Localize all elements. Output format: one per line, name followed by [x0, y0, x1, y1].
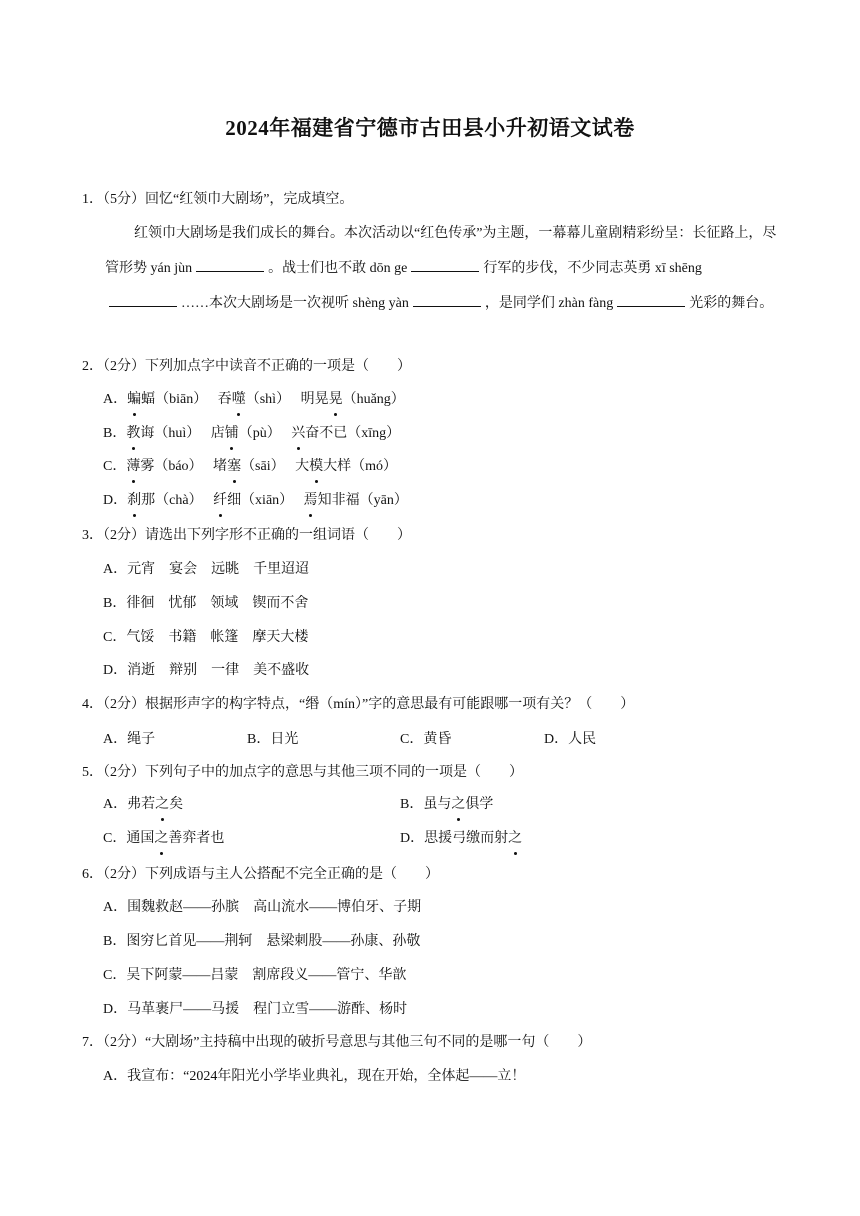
q1-blank-4[interactable]: [413, 292, 481, 307]
dotted-char: 焉: [304, 491, 318, 511]
option-text: （pù）: [238, 426, 292, 441]
option-text: 知非福（yān）: [317, 493, 408, 508]
q6-option-b[interactable]: B．图穷匕首见——荆轲 悬梁刺股——孙康、孙敬: [103, 934, 421, 949]
dotted-char: 蝙: [127, 390, 141, 410]
q6-option-d[interactable]: D．马革裹尸——马援 程门立雪——游酢、杨时: [103, 1002, 408, 1017]
q4-option-d[interactable]: D．人民: [544, 732, 597, 747]
option-text: （shì） 明晃: [245, 392, 329, 407]
q4-option-b[interactable]: B．日光: [247, 732, 299, 747]
q1-blank-3[interactable]: [109, 292, 177, 307]
q2-option-b[interactable]: [103, 424, 400, 444]
q6-option-a[interactable]: A．围魏救赵——孙膑 高山流水——博伯牙、子期: [103, 900, 422, 915]
q6-option-c[interactable]: C．吴下阿蒙——吕蒙 割席段义——管宁、华歆: [103, 968, 407, 983]
question-4-stem: 4．（2分）根据形声字的构字特点，“缗（mín）”字的意思最有可能跟哪一项有关？（ ）: [82, 697, 635, 712]
option-text: A．弗若: [103, 797, 156, 812]
q2-option-c[interactable]: [103, 457, 397, 477]
dotted-char: 兴: [291, 424, 305, 444]
dotted-char: 晃: [329, 390, 343, 410]
option-text: 俱学: [465, 797, 494, 812]
question-1-stem: 1．（5分）回忆“红领巾大剧场”，完成填空。: [82, 192, 354, 207]
option-text: 那（chà）: [141, 493, 214, 508]
option-text: （huǎng）: [342, 392, 405, 407]
q3-option-d[interactable]: D．消逝 辩别 一律 美不盛收: [103, 663, 310, 678]
option-text: D．思援弓缴而射: [400, 831, 509, 846]
q1-text-4: ……本次大剧场是一次视听 shèng yàn: [181, 296, 409, 311]
dotted-char: 噬: [232, 390, 246, 410]
question-1-paragraph: [105, 216, 777, 321]
dotted-char: 模: [309, 457, 323, 477]
q1-text-2: 。战士们也不敢 dōn ge: [268, 261, 408, 276]
option-text: （sāi） 大: [241, 459, 310, 474]
dotted-char: 刹: [127, 491, 141, 511]
option-label: A．: [103, 392, 128, 407]
q3-option-b[interactable]: B．徘徊 忧郁 领域 锲而不舍: [103, 596, 309, 611]
dotted-char: 纤: [213, 491, 227, 511]
question-6-stem: 6．（2分）下列成语与主人公搭配不完全正确的是（ ）: [82, 867, 439, 882]
q5-option-d[interactable]: [400, 829, 522, 849]
q4-option-c[interactable]: C．黄昏: [400, 732, 452, 747]
option-text: 善弈者也: [168, 831, 225, 846]
q5-option-a[interactable]: [103, 795, 183, 815]
dotted-char: 之: [508, 829, 522, 849]
dotted-char: 之: [154, 829, 168, 849]
option-text: 蝠（biān） 吞: [141, 392, 232, 407]
dotted-char: 塞: [227, 457, 241, 477]
question-5-stem: 5．（2分）下列句子中的加点字的意思与其他三项不同的一项是（ ）: [82, 765, 523, 780]
dotted-char: 之: [451, 795, 465, 815]
page-title: 2024年福建省宁德市古田县小升初语文试卷: [225, 116, 635, 140]
dotted-char: 之: [155, 795, 169, 815]
q4-option-a[interactable]: A．绳子: [103, 732, 156, 747]
dotted-char: 铺: [225, 424, 239, 444]
option-text: C．通国: [103, 831, 155, 846]
q1-text-3: 行军的步伐，不少同志英勇 xī shēng: [483, 261, 702, 276]
q1-blank-5[interactable]: [617, 292, 685, 307]
dotted-char: 教: [126, 424, 140, 444]
option-label: C．: [103, 459, 127, 474]
q2-option-d[interactable]: [103, 491, 408, 511]
option-label: B．: [103, 426, 127, 441]
q2-option-a[interactable]: [103, 390, 405, 410]
option-text: 奋不已（xīng）: [305, 426, 401, 441]
q1-blank-1[interactable]: [196, 257, 264, 272]
q7-option-a[interactable]: A．我宣布：“2024年阳光小学毕业典礼，现在开始，全体起——立！: [103, 1069, 526, 1084]
q1-text-5: ，是同学们 zhàn fàng: [484, 296, 614, 311]
q3-option-a[interactable]: A．元宵 宴会 远眺 千里迢迢: [103, 562, 310, 577]
question-2-stem: 2．（2分）下列加点字中读音不正确的一项是（ ）: [82, 359, 411, 374]
dotted-char: 薄: [126, 457, 140, 477]
q1-blank-2[interactable]: [411, 257, 479, 272]
option-text: 大样（mó）: [323, 459, 398, 474]
option-text: 雾（báo） 堵: [140, 459, 228, 474]
option-label: D．: [103, 493, 128, 508]
q3-option-c[interactable]: C．气馁 书籍 帐篷 摩天大楼: [103, 630, 309, 645]
question-3-stem: 3．（2分）请选出下列字形不正确的一组词语（ ）: [82, 528, 411, 543]
q1-text-6: 光彩的舞台。: [689, 296, 774, 311]
q1-text-1: 红领巾大剧场是我们成长的舞台。本次活动以“红色传承”为主题，一幕幕儿童剧精彩纷呈：长征路上，尽管形势 yán jùn: [105, 226, 777, 276]
question-7-stem: 7．（2分）“大剧场”主持稿中出现的破折号意思与其他三句不同的是哪一句（ ）: [82, 1035, 592, 1050]
option-text: 细（xiān）: [227, 493, 304, 508]
q5-option-c[interactable]: [103, 829, 224, 849]
option-text: 矣: [169, 797, 184, 812]
option-text: 诲（huì） 店: [140, 426, 225, 441]
q5-option-b[interactable]: [400, 795, 493, 815]
option-text: B．虽与: [400, 797, 452, 812]
